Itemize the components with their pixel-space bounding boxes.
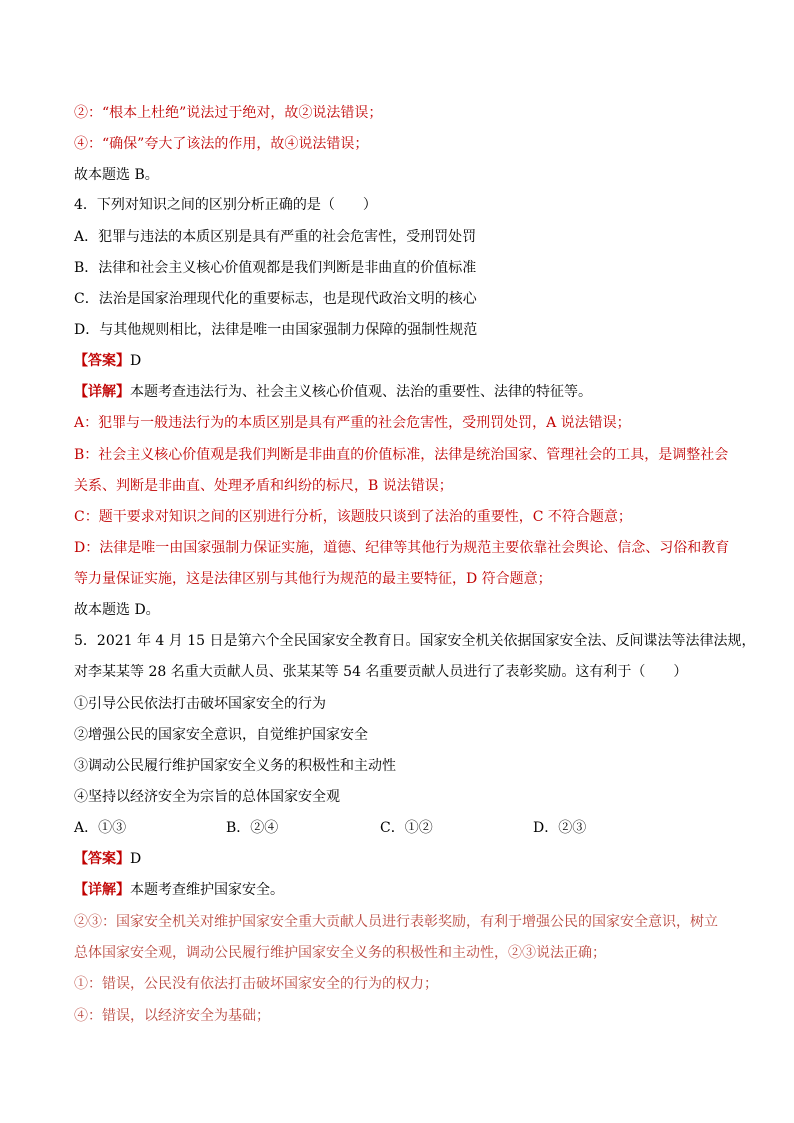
question-4-option-a: A．犯罪与违法的本质区别是具有严重的社会危害性，受刑罚处罚 bbox=[74, 229, 477, 245]
question-5-item: ④坚持以经济安全为宗旨的总体国家安全观 bbox=[74, 789, 340, 805]
detail-intro: 本题考查维护国家安全。 bbox=[130, 882, 284, 898]
question-4-answer bbox=[74, 352, 141, 370]
question-4-option-c: C．法治是国家治理现代化的重要标志，也是现代政治文明的核心 bbox=[74, 291, 477, 307]
question-5-stem: 5．2021 年 4 月 15 日是第六个全民国家安全教育日。国家安全机关依据国家安全法、反间谍法等法律法规， bbox=[74, 633, 756, 649]
explanation-line: 总体国家安全观，调动公民履行维护国家安全义务的积极性和主动性，②③说法正确； bbox=[74, 945, 606, 961]
detail-label: 【详解】 bbox=[74, 882, 130, 898]
explanation-line: ④：错误，以经济安全为基础； bbox=[74, 1008, 270, 1024]
explanation-line: B：社会主义核心价值观是我们判断是非曲直的价值标准，法律是统治国家、管理社会的工具，是调整社会 bbox=[74, 447, 729, 463]
explanation-line: C：题干要求对知识之间的区别进行分析，该题肢只谈到了法治的重要性，C 不符合题意； bbox=[74, 509, 632, 525]
explanation-line: A：犯罪与一般违法行为的本质区别是具有严重的社会危害性，受刑罚处罚，A 说法错误； bbox=[74, 415, 631, 431]
conclusion-line: 故本题选 D。 bbox=[74, 602, 160, 618]
detail-intro: 本题考查违法行为、社会主义核心价值观、法治的重要性、法律的特征等。 bbox=[130, 384, 592, 400]
explanation-line: ①：错误，公民没有依法打击破坏国家安全的行为的权力； bbox=[74, 976, 438, 992]
explanation-line: ④：“确保”夸大了该法的作用，故④说法错误； bbox=[74, 136, 369, 152]
question-5-stem: 对李某某等 28 名重大贡献人员、张某某等 54 名重要贡献人员进行了表彰奖励。这有利于（ ） bbox=[74, 664, 688, 680]
question-4-stem: 4．下列对知识之间的区别分析正确的是（ ） bbox=[74, 197, 377, 213]
answer-value: D bbox=[130, 851, 142, 867]
explanation-line: ②③：国家安全机关对维护国家安全重大贡献人员进行表彰奖励，有利于增强公民的国家安全意识，树立 bbox=[74, 914, 718, 930]
question-5-item: ②增强公民的国家安全意识，自觉维护国家安全 bbox=[74, 727, 368, 743]
question-5-option-b: B．②④ bbox=[226, 820, 279, 836]
explanation-line: D：法律是唯一由国家强制力保证实施，道德、纪律等其他行为规范主要依靠社会舆论、信念、习俗和教育 bbox=[74, 540, 730, 556]
detail-label: 【详解】 bbox=[74, 384, 130, 400]
question-5-answer bbox=[74, 850, 141, 868]
question-4-detail bbox=[74, 383, 592, 401]
answer-label: 【答案】 bbox=[74, 353, 130, 369]
question-5-item: ①引导公民依法打击破坏国家安全的行为 bbox=[74, 696, 326, 712]
question-5-option-a: A．①③ bbox=[74, 820, 127, 836]
explanation-line: 关系、判断是非曲直、处理矛盾和纠纷的标尺，B 说法错误； bbox=[74, 478, 453, 494]
conclusion-line: 故本题选 B。 bbox=[74, 167, 159, 183]
question-5-option-d: D．②③ bbox=[533, 820, 587, 836]
question-4-option-b: B．法律和社会主义核心价值观都是我们判断是非曲直的价值标准 bbox=[74, 260, 477, 276]
explanation-line: 等力量保证实施，这是法律区别与其他行为规范的最主要特征，D 符合题意； bbox=[74, 571, 552, 587]
answer-label: 【答案】 bbox=[74, 851, 130, 867]
question-5-option-c: C．①② bbox=[380, 820, 433, 836]
question-5-detail bbox=[74, 881, 284, 899]
question-5-item: ③调动公民履行维护国家安全义务的积极性和主动性 bbox=[74, 758, 396, 774]
answer-value: D bbox=[130, 353, 142, 369]
question-4-option-d: D．与其他规则相比，法律是唯一由国家强制力保障的强制性规范 bbox=[74, 322, 478, 338]
explanation-line: ②：“根本上杜绝”说法过于绝对，故②说法错误； bbox=[74, 105, 383, 121]
